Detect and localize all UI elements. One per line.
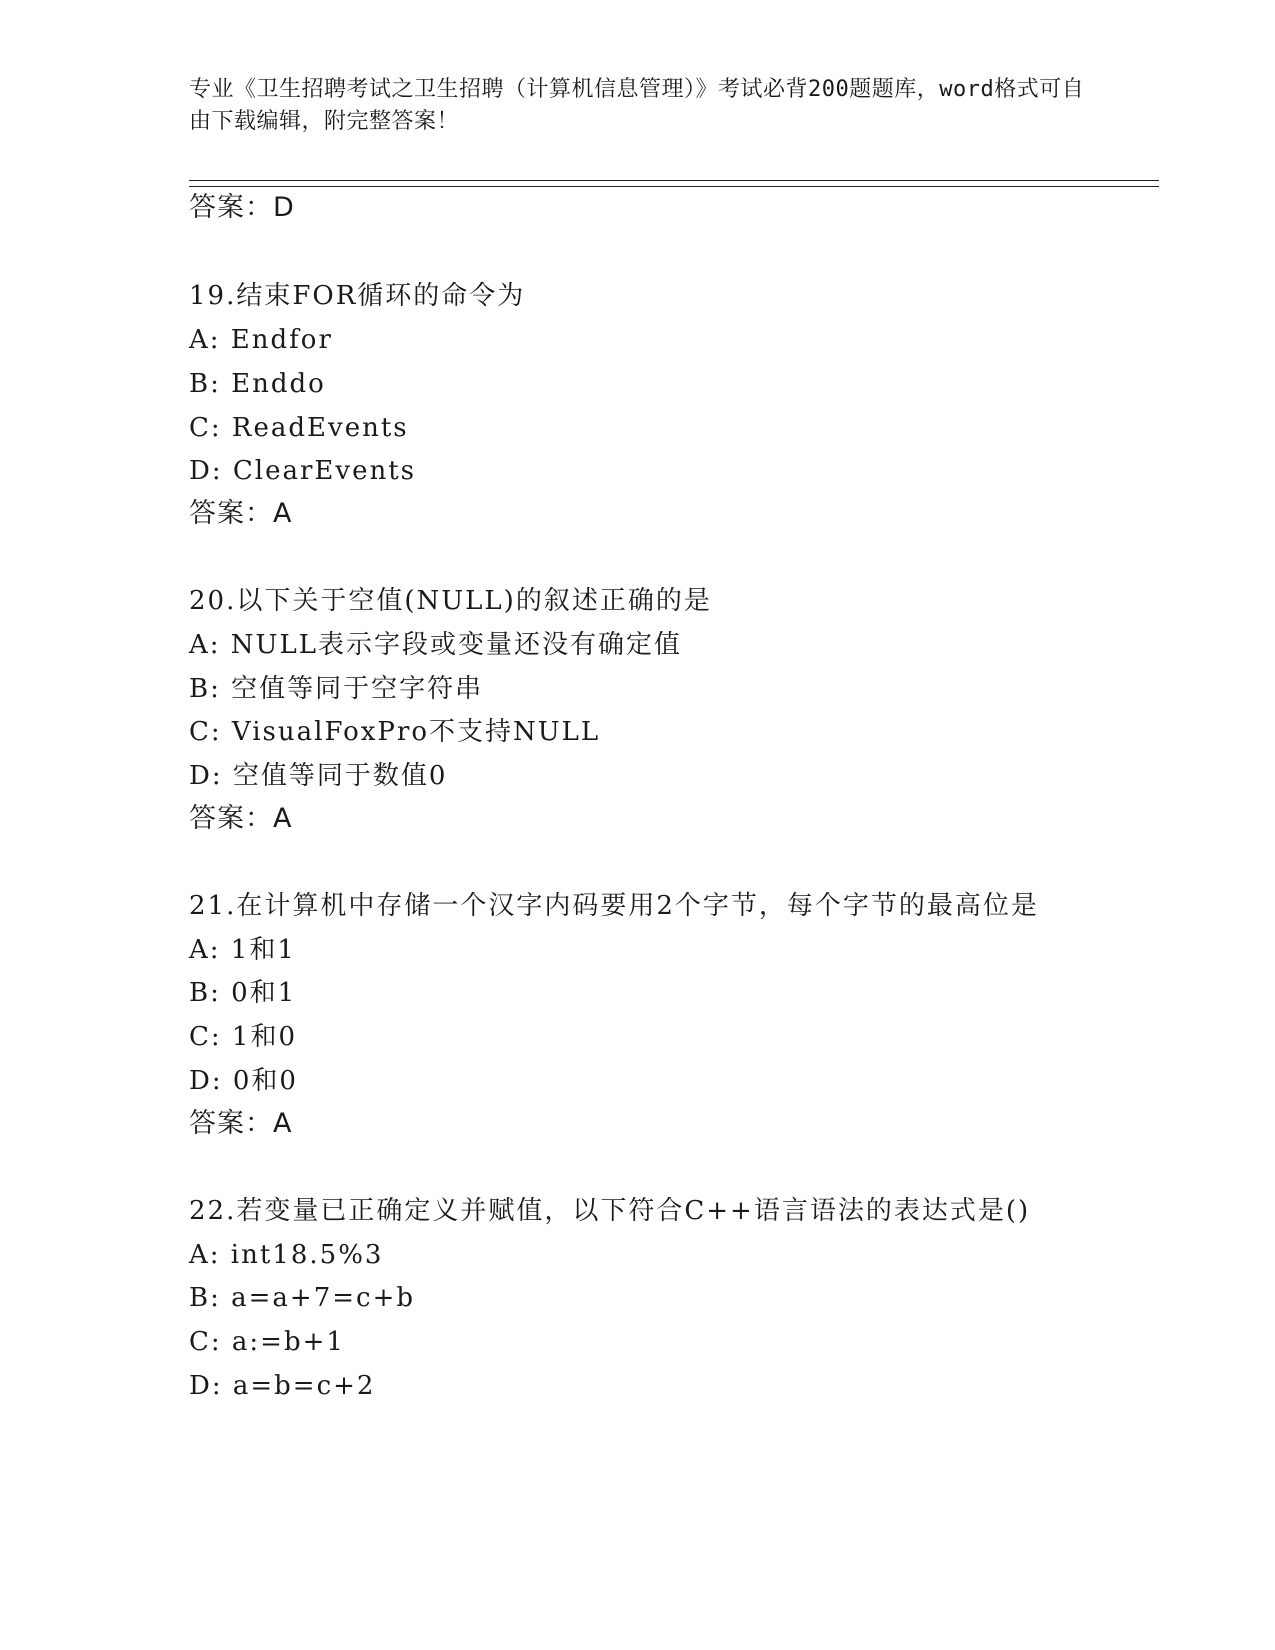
option-20-d: D: 空值等同于数值0 xyxy=(189,761,448,791)
option-19-c: C: ReadEvents xyxy=(189,413,409,443)
option-21-b: B: 0和1 xyxy=(189,978,297,1008)
option-20-b: B: 空值等同于空字符串 xyxy=(189,674,484,704)
header-note: 专业《卫生招聘考试之卫生招聘（计算机信息管理）》考试必背200题题库，word格式可自由下载编辑，附完整答案！ xyxy=(189,77,1085,134)
option-21-d: D: 0和0 xyxy=(189,1066,298,1096)
option-22-c: C: a:=b+1 xyxy=(189,1327,345,1357)
header-divider-bottom xyxy=(189,186,1159,187)
question-19: 19.结束FOR循环的命令为 xyxy=(189,281,526,311)
option-19-a: A: Endfor xyxy=(189,325,333,355)
option-22-d: D: a=b=c+2 xyxy=(189,1371,376,1401)
answer-19: 答案：A xyxy=(189,498,293,529)
option-21-c: C: 1和0 xyxy=(189,1022,298,1052)
question-22: 22.若变量已正确定义并赋值，以下符合C++语言语法的表达式是() xyxy=(189,1196,1031,1226)
option-19-d: D: ClearEvents xyxy=(189,456,416,486)
answer-20: 答案：A xyxy=(189,803,293,834)
option-22-a: A: int18.5%3 xyxy=(189,1240,384,1270)
question-20: 20.以下关于空值(NULL)的叙述正确的是 xyxy=(189,586,712,616)
option-21-a: A: 1和1 xyxy=(189,935,296,965)
option-20-a: A: NULL表示字段或变量还没有确定值 xyxy=(189,630,682,660)
answer-21: 答案：A xyxy=(189,1108,293,1139)
option-22-b: B: a=a+7=c+b xyxy=(189,1283,416,1313)
question-21: 21.在计算机中存储一个汉字内码要用2个字节，每个字节的最高位是 xyxy=(189,891,1039,921)
header-divider-top xyxy=(189,180,1159,181)
option-20-c: C: VisualFoxPro不支持NULL xyxy=(189,717,601,747)
answer-line: 答案：D xyxy=(189,192,295,223)
option-19-b: B: Enddo xyxy=(189,369,326,399)
